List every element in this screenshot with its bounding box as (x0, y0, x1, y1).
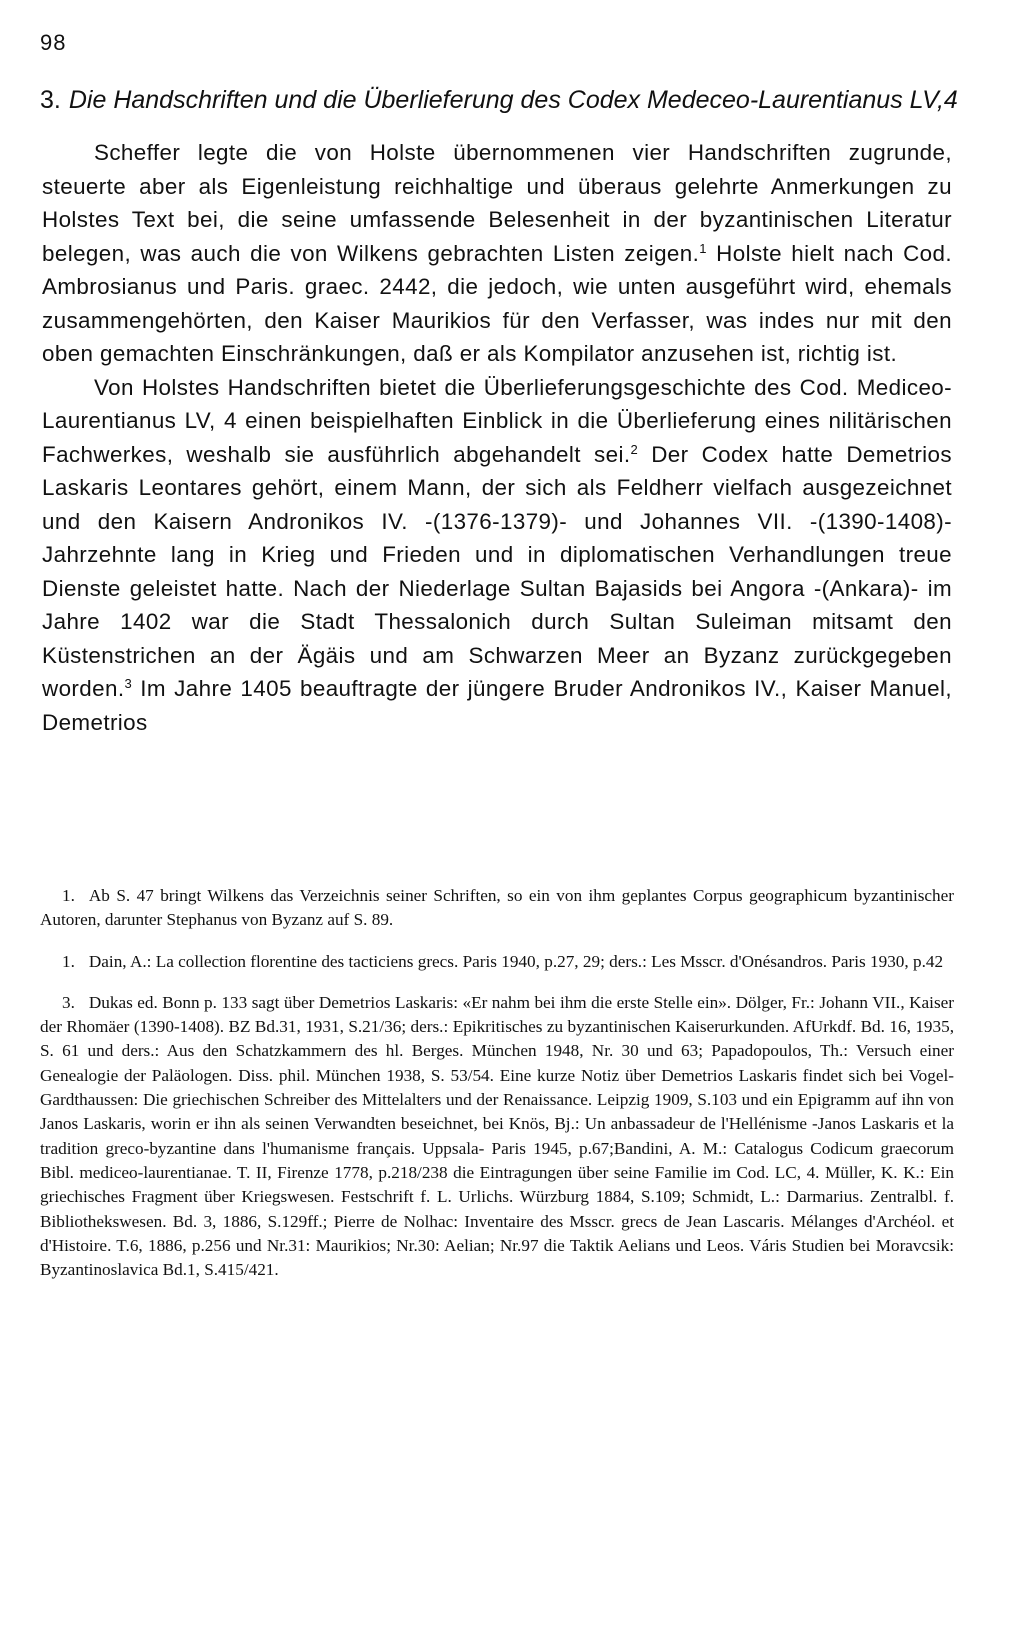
footnote-number: 3. (62, 992, 75, 1012)
paragraph-2-text-b: Der Codex hatte Demetrios Laskaris Leontares gehört, einem Mann, der sich als Feldherr vielfach ausgezeichnet und den Kaisern Andronikos IV. -(1376-1379)- und Johannes VII. -(1390-1408)- Jahrzehnte lang in Krieg und Frieden und in diplomatischen Verhandlungen treue Dienste geleistet hatte. Nach der Niederlage Sultan Bajasids bei Angora -(Ankara)- im Jahre 1402 war die Stadt Thessalonich durch Sultan Suleiman mitsamt den Küstenstrichen an der Ägäis und am Schwarzen Meer an Byzanz zurückgegeben worden. (42, 441, 952, 701)
paragraph-1-text-b: Holste hielt nach Cod. Ambrosianus und Paris. graec. 2442, die jedoch, wie unten ausgeführt wird, ehemals zusammengehörten, den Kaiser Maurikios für den Verfasser, was indes nur mit den oben gemachten Einschränkungen, daß er als Kompilator anzusehen ist, richtig ist. (42, 240, 952, 366)
footnote-text: Dain, A.: La collection florentine des tacticiens grecs. Paris 1940, p.27, 29; ders.: Les Msscr. d'Onésandros. Paris 1930, p.42 (88, 951, 944, 971)
body-text (42, 136, 952, 739)
footnote (40, 884, 954, 933)
footnote-ref-2: 2 (630, 441, 639, 457)
paragraph-1 (42, 136, 952, 371)
footnote-ref-1: 1 (699, 240, 707, 256)
footnotes (40, 884, 954, 1299)
footnote-text: Dukas ed. Bonn p. 133 sagt über Demetrios Laskaris: «Er nahm bei ihm die erste Stelle ein». Dölger, Fr.: Johann VII., Kaiser der Rhomäer (1390-1408). BZ Bd.31, 1931, S.21/36; ders.: Epikritisches zu byzantinischen Kaiserurkunden. AfUrkdf. Bd. 16, 1935, S. 61 und ders.: Aus den Schatzkammern des hl. Berges. München 1948, Nr. 30 und 63; Papadopoulos, Th.: Versuch einer Genealogie der Paläologen. Diss. phil. München 1938, S. 53/54. Eine kurze Notiz über Demetrios Laskaris findet sich bei Vogel-Gardthaussen: Die griechischen Schreiber des Mittelalters und der Renaissance. Leipzig 1909, S.103 und ein Epigramm auf ihn von Janos Laskaris, worin er ihn als seinen Verwandten beseichnet, bei Knös, Bj.: Un anbassadeur de l'Hellénisme -Janos Laskaris et la tradition greco-byzantine dans l'humanisme français. Uppsala- Paris 1945, p.67;Bandini, A. M.: Catalogus Codicum graecorum Bibl. mediceo-laurentianae. T. II, Firenze 1778, p.218/238 die Eintragungen über seine Familie im Cod. LC, 4. Müller, K. K.: Ein griechisches Fragment über Kriegswesen. Festschrift f. L. Urlichs. Würzburg 1884, S.109; Schmidt, L.: Darmarius. Zentralbl. f. Bibliothekswesen. Bd. 3, 1886, S.129ff.; Pierre de Nolhac: Inventaire des Msscr. grecs de Jean Lascaris. Mélanges d'Archéol. et d'Histoire. T.6, 1886, p.256 und Nr.31: Maurikios; Nr.30: Aelian; Nr.97 die Taktik Aelians und Leos. Váris Studien bei Moravcsik: Byzantinoslavica Bd.1, S.415/421. (40, 992, 954, 1280)
paragraph-1-text-a: Scheffer legte die von Holste übernommenen vier Handschriften zugrunde, steuerte aber als Eigenleistung reichhaltige und überaus gelehrte Anmerkungen zu Holstes Text bei, die seine umfassende Belesenheit in der byzantinischen Literatur belegen, was auch die von Wilkens gebrachten Listen zeigen. (42, 140, 952, 266)
section-title: Die Handschriften und die Überlieferung des Codex Medeceo-Laurentianus LV,4 (68, 86, 958, 114)
paragraph-2-text-a: Von Holstes Handschriften bietet die Überlieferungsgeschichte des Cod. Mediceo-Laurentianus LV, 4 einen beispielhaften Einblick in die Überlieferung eines nilitärischen Fachwerkes, weshalb sie ausführlich abgehandelt sei. (42, 374, 952, 467)
paragraph-2 (42, 371, 952, 740)
footnote-ref-3: 3 (124, 676, 133, 691)
section-heading (40, 86, 1000, 115)
footnote (40, 991, 954, 1283)
footnote (40, 950, 954, 974)
footnote-number: 1. (62, 886, 75, 905)
paragraph-2-text-c: Im Jahre 1405 beauftragte der jüngere Bruder Andronikos IV., Kaiser Manuel, Demetrios (42, 676, 952, 735)
footnote-text: Ab S. 47 bringt Wilkens das Verzeichnis seiner Schriften, so ein von ihm geplantes Corpus geographicum byzantinischer Autoren, darunter Stephanus von Byzanz auf S. 89. (40, 886, 954, 930)
page-number: 98 (40, 30, 67, 55)
section-number: 3. (40, 86, 61, 114)
footnote-number: 1. (62, 951, 75, 971)
